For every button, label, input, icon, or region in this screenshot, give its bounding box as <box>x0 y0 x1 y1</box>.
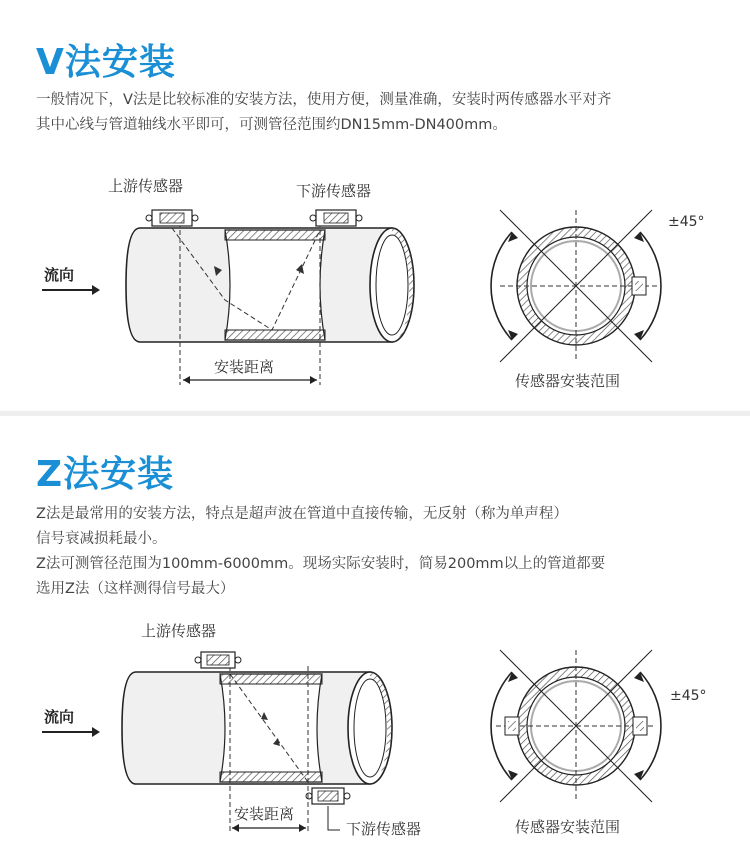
z-method-section <box>0 416 750 862</box>
v-method-title: V法安装 <box>36 42 176 83</box>
z-distance-label: 安装距离 <box>234 805 295 823</box>
z-flow-arrow-head <box>92 727 100 737</box>
v-flow-label: 流向 <box>44 266 75 284</box>
v-cross-section <box>491 210 661 362</box>
z-flow-label: 流向 <box>44 708 75 726</box>
z-method-diagram <box>0 416 750 862</box>
z-upstream-transducer <box>195 652 241 668</box>
v-distance-label: 安装距离 <box>214 358 275 376</box>
z-angle-label: ±45° <box>670 688 707 704</box>
v-angle-label: ±45° <box>668 214 705 230</box>
v-upstream-transducer <box>146 210 198 226</box>
z-desc-line-4: 选用Z法（这样测得信号最大） <box>36 581 235 597</box>
v-desc-line-1: 一般情况下，V法是比较标准的安装方法，使用方便，测量准确，安装时两传感器水平对齐 <box>36 92 612 108</box>
v-downstream-transducer <box>310 210 362 226</box>
z-desc-line-3: Z法可测管径范围为100mm-6000mm。现场实际安装时，简易200mm以上的管道都要 <box>36 556 606 572</box>
z-method-title: Z法安装 <box>36 454 175 495</box>
v-method-diagram <box>0 0 750 416</box>
v-range-label: 传感器安装范围 <box>515 372 621 390</box>
v-method-section <box>0 0 750 416</box>
z-downstream-transducer <box>306 788 350 804</box>
v-flow-arrow-head <box>92 285 100 295</box>
z-range-label: 传感器安装范围 <box>515 818 621 836</box>
z-upstream-label: 上游传感器 <box>141 622 217 640</box>
v-desc-line-2: 其中心线与管道轴线水平即可，可测管径范围约DN15mm-DN400mm。 <box>36 117 507 133</box>
z-downstream-label: 下游传感器 <box>346 820 422 838</box>
z-desc-line-2: 信号衰减损耗最小。 <box>36 531 167 547</box>
z-cross-section <box>491 650 661 802</box>
z-desc-line-1: Z法是最常用的安装方法，特点是超声波在管道中直接传输，无反射（称为单声程） <box>36 506 568 522</box>
v-downstream-label: 下游传感器 <box>296 182 372 200</box>
v-upstream-label: 上游传感器 <box>108 177 184 195</box>
